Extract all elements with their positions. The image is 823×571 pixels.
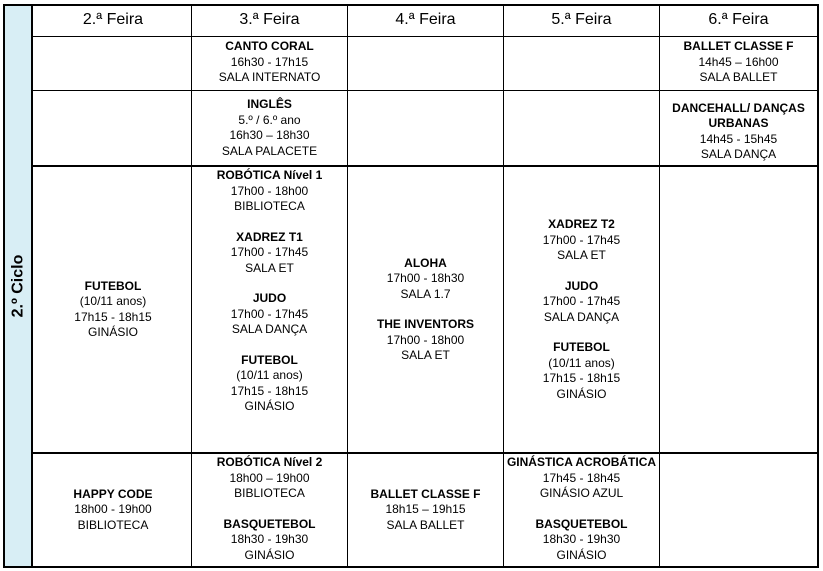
activity-detail: 18h15 – 19h15 bbox=[385, 502, 466, 517]
activity-detail: 17h45 - 18h45 bbox=[542, 470, 621, 485]
activity-block bbox=[377, 317, 474, 364]
activity-title: XADREZ T1 bbox=[236, 229, 303, 244]
activity-title: GINÁSTICA ACROBÁTICA bbox=[506, 455, 657, 469]
activity-block bbox=[371, 487, 481, 534]
activity-detail: GINÁSIO bbox=[87, 325, 138, 339]
activity-detail: 17h15 - 18h15 bbox=[74, 309, 152, 324]
activity-title: BASQUETEBOL bbox=[535, 516, 628, 531]
activity-title: FUTEBOL bbox=[553, 340, 610, 354]
activity-title: ROBÓTICA Nível 2 bbox=[216, 455, 323, 469]
activity-title: BALLET CLASSE F bbox=[683, 39, 794, 53]
activity-title: BALLET CLASSE F bbox=[370, 486, 481, 501]
activity-block bbox=[535, 517, 627, 564]
activity-block bbox=[223, 517, 315, 564]
cell-thursday-row4 bbox=[504, 454, 659, 567]
activity-detail: SALA BALLET bbox=[386, 517, 465, 532]
activity-detail: GINÁSIO AZUL bbox=[539, 486, 624, 500]
activity-detail: (10/11 anos) bbox=[236, 368, 303, 382]
activity-detail: 17h00 - 18h00 bbox=[386, 332, 465, 347]
activity-block bbox=[684, 39, 794, 86]
activity-block bbox=[231, 291, 308, 338]
activity-detail: SALA BALLET bbox=[699, 70, 778, 84]
activity-block bbox=[219, 39, 321, 86]
activity-detail: 14h45 – 16h00 bbox=[698, 54, 779, 69]
activity-block bbox=[73, 487, 152, 534]
activity-detail: GINÁSIO bbox=[556, 547, 607, 562]
activity-detail: BIBLIOTECA bbox=[77, 517, 149, 532]
activity-block bbox=[660, 101, 817, 163]
activity-detail: 17h00 - 17h45 bbox=[542, 294, 621, 308]
activity-detail: BIBLIOTECA bbox=[234, 486, 305, 500]
activity-detail: 17h15 - 18h15 bbox=[230, 383, 309, 398]
day-header-wednesday: 4.ª Feira bbox=[395, 11, 456, 28]
activity-detail: 14h45 - 15h45 bbox=[699, 131, 778, 146]
day-header-tuesday: 3.ª Feira bbox=[239, 11, 300, 28]
activity-detail: SALA ET bbox=[245, 260, 294, 275]
activity-detail: 17h00 - 17h45 bbox=[230, 245, 309, 259]
activity-title: JUDO bbox=[252, 291, 287, 305]
activity-block bbox=[217, 455, 323, 502]
activity-title: DANCEHALL/ DANÇAS URBANAS bbox=[672, 100, 805, 130]
cell-tuesday-row2 bbox=[192, 91, 347, 165]
activity-title: INGLÊS bbox=[247, 97, 292, 111]
activity-detail: 17h00 - 18h00 bbox=[230, 183, 309, 198]
activity-detail: SALA INTERNATO bbox=[218, 70, 321, 84]
activity-title: ALOHA bbox=[404, 255, 447, 270]
activity-block bbox=[543, 217, 620, 264]
day-header-monday: 2.ª Feira bbox=[82, 11, 144, 28]
activity-block bbox=[543, 279, 620, 326]
cell-tuesday-row4 bbox=[192, 454, 347, 567]
activity-block bbox=[74, 279, 151, 341]
activity-detail: SALA ET bbox=[557, 248, 606, 262]
cell-monday-row4 bbox=[35, 454, 191, 566]
activity-detail: SALA DANÇA bbox=[700, 147, 777, 161]
activity-title: JUDO bbox=[564, 278, 599, 293]
activity-block bbox=[507, 455, 656, 502]
activity-detail: GINÁSIO bbox=[556, 386, 607, 401]
activity-block bbox=[222, 97, 317, 159]
activity-title: ROBÓTICA Nível 1 bbox=[216, 168, 323, 182]
activity-block bbox=[231, 230, 308, 277]
activity-detail: 18h00 – 19h00 bbox=[229, 470, 310, 485]
activity-detail: (10/11 anos) bbox=[79, 294, 147, 308]
activity-title: BASQUETEBOL bbox=[223, 516, 316, 531]
cell-tuesday-row1 bbox=[192, 38, 347, 91]
activity-detail: 17h00 - 18h30 bbox=[386, 271, 465, 285]
activity-detail: SALA 1.7 bbox=[400, 286, 451, 301]
cell-wednesday-row3 bbox=[348, 167, 503, 452]
activity-detail: 18h30 - 19h30 bbox=[542, 532, 621, 546]
activity-detail: 17h15 - 18h15 bbox=[542, 371, 621, 385]
activity-block bbox=[231, 353, 308, 415]
activity-detail: 16h30 – 18h30 bbox=[229, 128, 310, 142]
cell-monday-row3 bbox=[35, 167, 191, 452]
activity-title: THE INVENTORS bbox=[376, 317, 475, 331]
activity-title: CANTO CORAL bbox=[225, 39, 314, 53]
cell-thursday-row3 bbox=[504, 167, 659, 452]
cycle-label: 2.º Ciclo bbox=[9, 254, 26, 318]
header-divider bbox=[33, 36, 819, 37]
activity-detail: SALA PALACETE bbox=[221, 143, 318, 158]
activity-detail: GINÁSIO bbox=[244, 399, 295, 413]
day-header-thursday: 5.ª Feira bbox=[551, 11, 612, 28]
activity-detail: SALA DANÇA bbox=[543, 309, 620, 324]
activity-title: HAPPY CODE bbox=[73, 486, 153, 501]
activity-title: FUTEBOL bbox=[84, 278, 142, 293]
activity-block bbox=[387, 256, 464, 303]
activity-title: XADREZ T2 bbox=[548, 217, 615, 231]
activity-detail: (10/11 anos) bbox=[548, 355, 615, 370]
activity-detail: 16h30 - 17h15 bbox=[230, 54, 309, 69]
activity-detail: 17h00 - 17h45 bbox=[230, 306, 309, 321]
activity-detail: GINÁSIO bbox=[244, 547, 295, 562]
activity-title: FUTEBOL bbox=[241, 352, 298, 367]
activity-detail: 5.º / 6.º ano bbox=[238, 112, 301, 127]
activity-block bbox=[217, 168, 323, 215]
day-header-friday: 6.ª Feira bbox=[708, 11, 769, 28]
activity-detail: 18h30 - 19h30 bbox=[230, 532, 309, 546]
cell-wednesday-row4 bbox=[348, 454, 503, 566]
activity-detail: 17h00 - 17h45 bbox=[542, 232, 621, 247]
cell-tuesday-row3 bbox=[192, 167, 347, 453]
activity-detail: SALA DANÇA bbox=[231, 322, 308, 336]
activity-detail: SALA ET bbox=[401, 348, 450, 362]
activity-detail: BIBLIOTECA bbox=[234, 199, 305, 213]
activity-detail: 18h00 - 19h00 bbox=[74, 502, 152, 517]
cell-friday-row1 bbox=[660, 38, 817, 166]
activity-block bbox=[543, 340, 620, 402]
